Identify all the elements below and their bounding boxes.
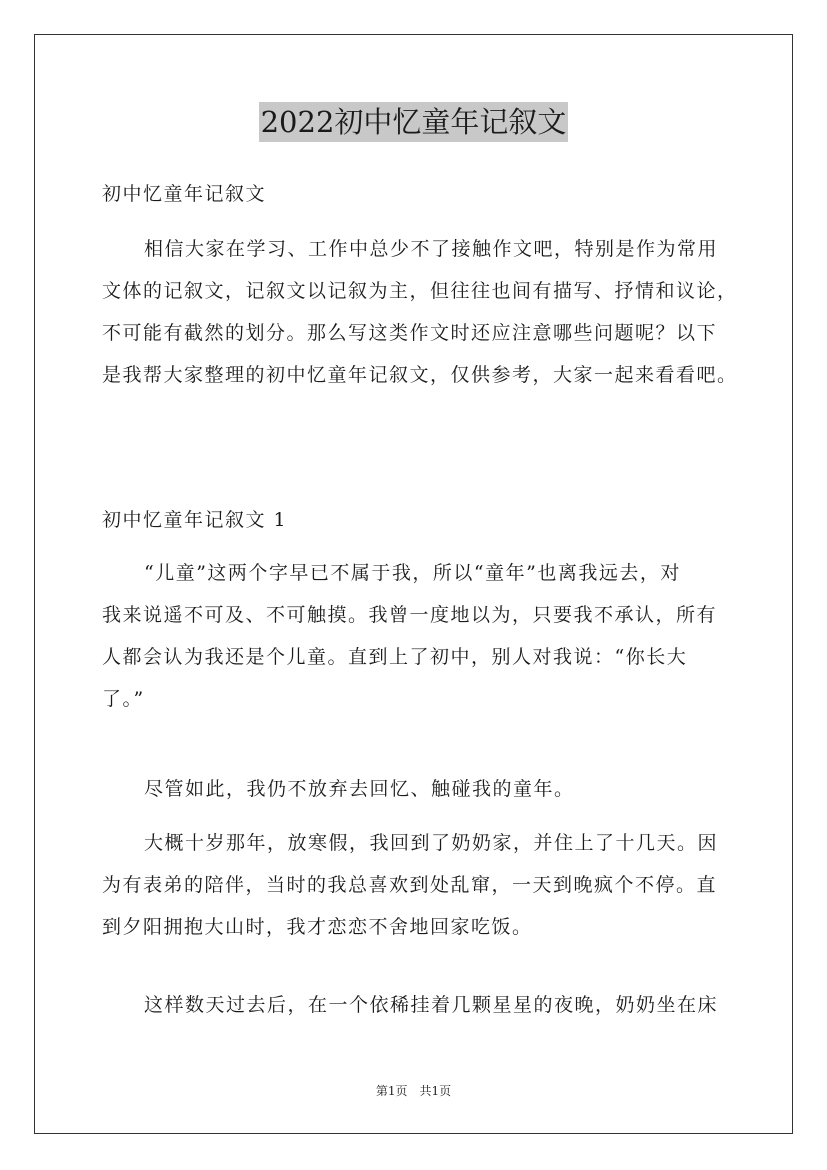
paragraph-line: 为有表弟的陪伴，当时的我总喜欢到处乱窜，一天到晚疯个不停。直 — [102, 874, 718, 896]
document-title: 2022初中忆童年记叙文 — [259, 102, 569, 142]
paragraph-1 — [102, 552, 732, 720]
paragraph-line: 我来说遥不可及、不可触摸。我曾一度地以为，只要我不承认，所有 — [102, 604, 718, 626]
intro-paragraph — [102, 228, 738, 396]
paragraph-2 — [102, 768, 732, 810]
paragraph-line: “儿童”这两个字早已不属于我，所以“童年”也离我远去，对 — [144, 562, 681, 584]
page-number: 第1页 — [375, 1084, 408, 1098]
subtitle: 初中忆童年记叙文 — [102, 183, 267, 205]
section-heading: 初中忆童年记叙文 1 — [102, 509, 288, 531]
paragraph-line: 到夕阳拥抱大山时，我才恋恋不舍地回家吃饭。 — [102, 916, 533, 938]
intro-line: 不可能有截然的划分。那么写这类作文时还应注意哪些问题呢？以下 — [102, 322, 718, 344]
paragraph-line: 这样数天过去后，在一个依稀挂着几颗星星的夜晚，奶奶坐在床 — [144, 994, 719, 1016]
intro-line: 是我帮大家整理的初中忆童年记叙文，仅供参考，大家一起来看看吧。 — [102, 364, 738, 386]
page-footer — [0, 1083, 827, 1099]
paragraph-4 — [102, 984, 732, 1026]
paragraph-line: 人都会认为我还是个儿童。直到上了初中，别人对我说：“你长大 — [102, 646, 688, 668]
paragraph-line: 了。” — [102, 688, 145, 710]
intro-line: 相信大家在学习、工作中总少不了接触作文吧，特别是作为常用 — [144, 238, 719, 260]
paragraph-line: 尽管如此，我仍不放弃去回忆、触碰我的童年。 — [144, 778, 575, 800]
page-total: 共1页 — [419, 1084, 452, 1098]
intro-line: 文体的记叙文，记叙文以记叙为主，但往往也间有描写、抒情和议论， — [102, 280, 738, 302]
paragraph-line: 大概十岁那年，放寒假，我回到了奶奶家，并住上了十几天。因 — [144, 832, 719, 854]
title-container — [0, 102, 827, 142]
paragraph-3 — [102, 822, 732, 948]
